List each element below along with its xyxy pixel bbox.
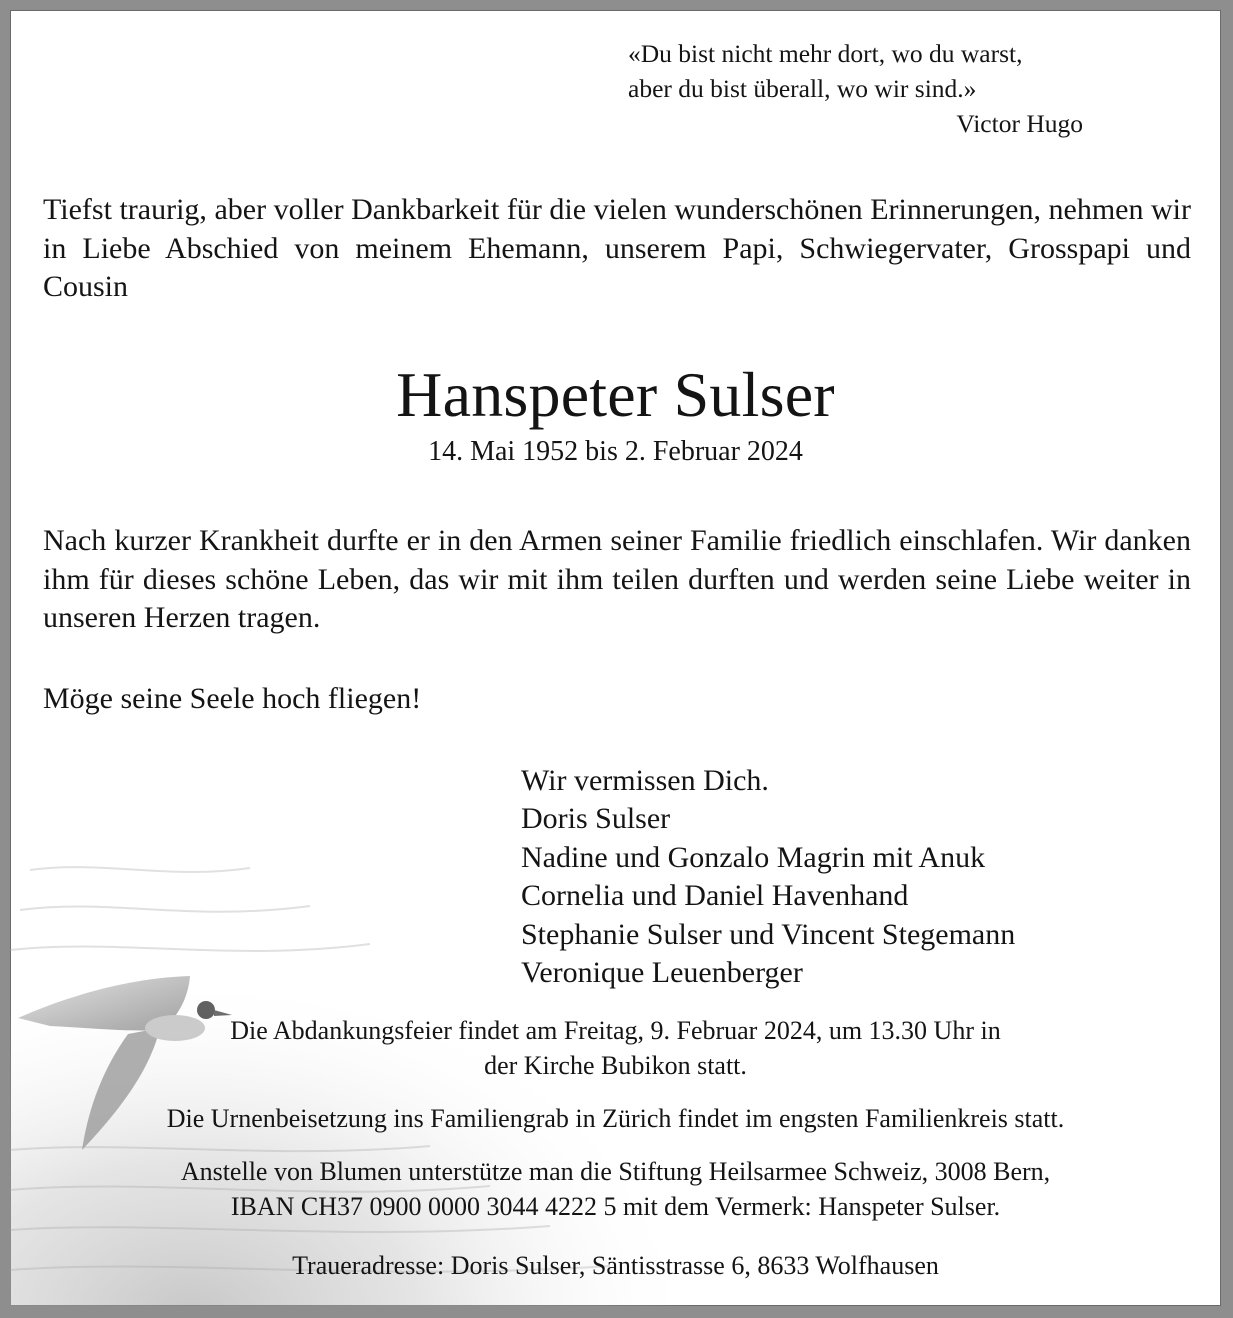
- obituary-card: [10, 10, 1221, 1306]
- signoff-intro: Wir vermissen Dich.: [521, 764, 769, 797]
- ceremony-line: der Kirche Bubikon statt.: [484, 1050, 747, 1080]
- body-text: Nach kurzer Krankheit durfte er in den Armen seiner Familie friedlich einschlafen. Wir danken ihm für dieses schöne Leben, das wir mit ihm teilen durften und werden seine Liebe weiter in unseren Herzen tragen.: [43, 524, 1191, 635]
- mourner-name: Veronique Leuenberger: [521, 956, 803, 990]
- address-line: Traueradresse: Doris Sulser, Säntisstrasse 6, 8633 Wolfhausen: [292, 1251, 939, 1280]
- donation-line: IBAN CH37 0900 0000 3044 4222 5 mit dem Vermerk: Hanspeter Sulser.: [230, 1191, 1001, 1221]
- deceased-name: Hanspeter Sulser: [396, 359, 835, 430]
- quote-line: «Du bist nicht mehr dort, wo du warst,: [628, 39, 1023, 68]
- mourners-list: [521, 762, 1015, 992]
- intro-text: Tiefst traurig, aber voller Dankbarkeit für die vielen wunderschönen Erinnerungen, nehmen wir in Liebe Abschied von meinem Ehemann, unserem Papi, Schwiegervater, Grosspapi und Cousin: [43, 193, 1191, 304]
- mourner-name: Stephanie Sulser und Vincent Stegemann: [521, 917, 1016, 951]
- burial-line: Die Urnenbeisetzung ins Familiengrab in Zürich findet im engsten Familienkreis statt.: [166, 1104, 1065, 1133]
- quote-line: aber du bist überall, wo wir sind.»: [628, 74, 977, 103]
- mourner-name: Nadine und Gonzalo Magrin mit Anuk: [521, 840, 986, 874]
- ceremony-line: Die Abdankungsfeier findet am Freitag, 9. Februar 2024, um 13.30 Uhr in: [230, 1016, 1001, 1045]
- mourner-name: Doris Sulser: [521, 802, 671, 836]
- quote-author: Victor Hugo: [956, 109, 1083, 138]
- mourning-address: [10, 1249, 1221, 1284]
- quote: [628, 36, 1083, 141]
- mourner-name: Cornelia und Daniel Havenhand: [521, 879, 909, 913]
- burial-notice: [10, 1102, 1221, 1137]
- ceremony-notice: [10, 1014, 1221, 1083]
- wish-text: Möge seine Seele hoch fliegen!: [43, 682, 422, 715]
- donation-notice: [10, 1155, 1221, 1224]
- life-dates: 14. Mai 1952 bis 2. Februar 2024: [428, 436, 803, 467]
- donation-line: Anstelle von Blumen unterstütze man die Stiftung Heilsarmee Schweiz, 3008 Bern,: [180, 1157, 1051, 1186]
